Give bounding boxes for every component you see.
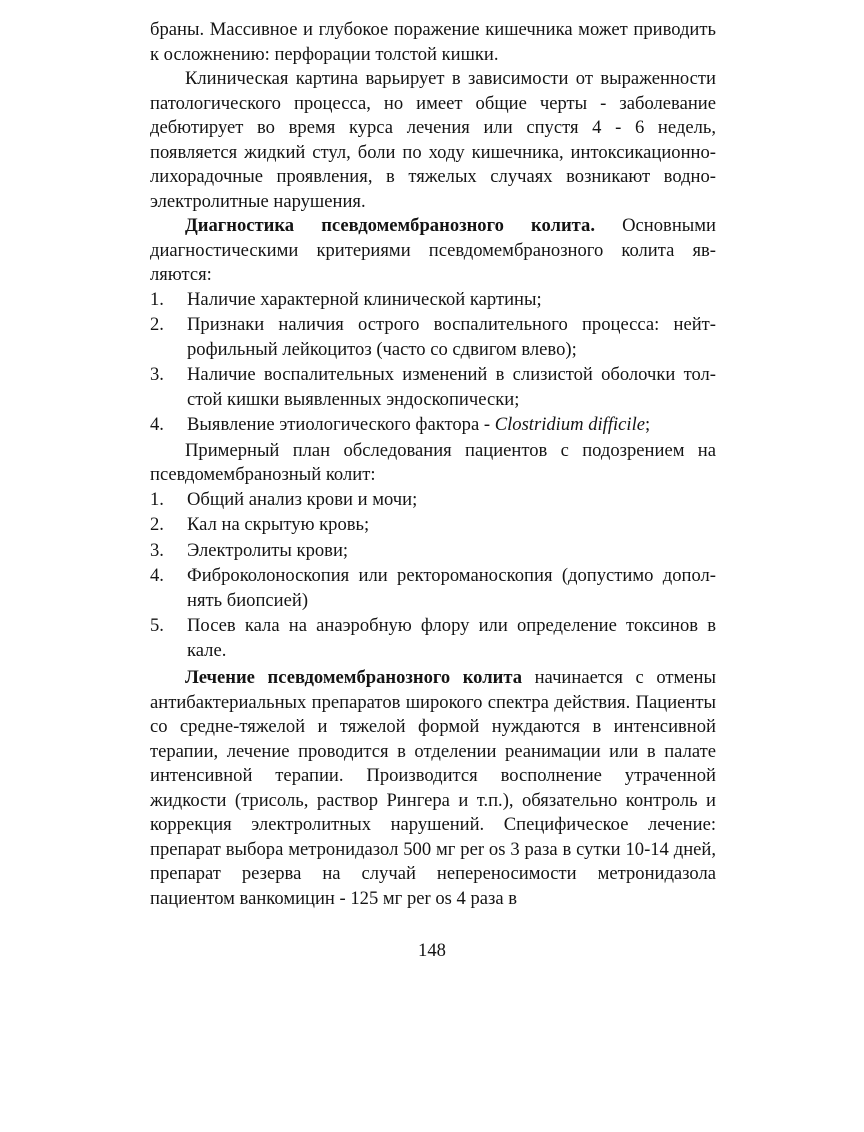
list-item [150, 564, 716, 613]
list-item-number: 4. [150, 565, 164, 586]
list-item-number: 3. [150, 364, 164, 385]
list-item-text: Признаки наличия острого воспалительного процесса: нейтрофильный лейкоцитоз (часто со сдвигом влево); [187, 314, 716, 360]
list-item [150, 513, 716, 538]
diagnostics-intro-text: Основными диагностическими критериями псевдомембранозного колита являются: [150, 215, 716, 285]
paragraph-exam-plan: Примерный план обследования пациентов с подозрением на псевдомембранозный колит: [150, 439, 716, 485]
list-item-number: 3. [150, 539, 164, 561]
page-number: 148 [418, 940, 446, 961]
list-item [150, 614, 716, 663]
list-item-number: 2. [150, 514, 164, 535]
list-item-text: Посев кала на анаэробную флору или определение токсинов в кале. [187, 615, 716, 661]
list-item-number: 4. [150, 414, 164, 435]
paragraph-clinical-picture: Клиническая картина варьирует в зависимости от выраженности патологического процесса, но имеет общие черты - заболевание дебютирует во время курса лечения или спустя 4 - 6 недель, появляется жидкий стул, боли по ходу кишечника, интоксикационно-лихорадочные проявления, в тяжелых случаях возникают водно-электролитные нарушения. [150, 68, 716, 212]
list-item-text: Электролиты крови; [187, 539, 349, 561]
list-item-text: Наличие характерной клинической картины; [187, 288, 542, 310]
list-item [150, 539, 716, 564]
paragraph-perforation: браны. Массивное и глубокое поражение кишечника может приводить к осложнению: перфорации толстой кишки. [150, 19, 716, 65]
list-item-text: Выявление этиологического фактора - [187, 414, 495, 435]
list-item-text: Фиброколоноскопия или ректороманоскопия (допустимо дополнять биопсией) [187, 565, 716, 611]
pathogen-name: Clostridium difficile [494, 414, 646, 435]
paragraph-treatment [150, 666, 716, 911]
heading-treatment: Лечение псевдомембранозного колита [185, 667, 523, 688]
list-item [150, 413, 716, 438]
list-item-number: 1. [150, 288, 164, 310]
list-item-text-end: ; [645, 414, 651, 435]
list-item [150, 313, 716, 362]
paragraph-diagnostics [150, 214, 716, 288]
list-item-text: Общий анализ крови и мочи; [187, 488, 418, 510]
heading-diagnostics: Диагностика псевдомембранозного колита. [185, 215, 595, 236]
list-item [150, 363, 716, 412]
list-item [150, 288, 716, 313]
list-item-text: Кал на скрытую кровь; [187, 514, 370, 535]
criteria-list [150, 288, 716, 438]
list-item [150, 488, 716, 513]
list-item-number: 1. [150, 488, 164, 510]
list-item-number: 2. [150, 314, 164, 335]
page-body [150, 18, 716, 911]
list-item-text: Наличие воспалительных изменений в слизистой оболочки толстой кишки выявленных эндоскопически; [187, 364, 716, 410]
treatment-text: начинается с отмены антибактериальных препаратов широкого спектра действия. Пациенты со средне-тяжелой и тяжелой формой нуждаются в интенсивной терапии, лечение проводится в отделении реанимации или в палате интенсивной терапии. Производится восполнение утраченной жидкости (трисоль, раствор Рингера и т.п.), обязательно контроль и коррекция электролитных нарушений. Специфическое лечение: препарат выбора метронидазол 500 мг per os 3 раза в сутки 10-14 дней, препарат резерва на случай непереносимости метронидазола пациентом ванкомицин - 125 мг per os 4 раза в [150, 667, 716, 909]
list-item-number: 5. [150, 615, 164, 636]
exam-plan-list [150, 488, 716, 664]
